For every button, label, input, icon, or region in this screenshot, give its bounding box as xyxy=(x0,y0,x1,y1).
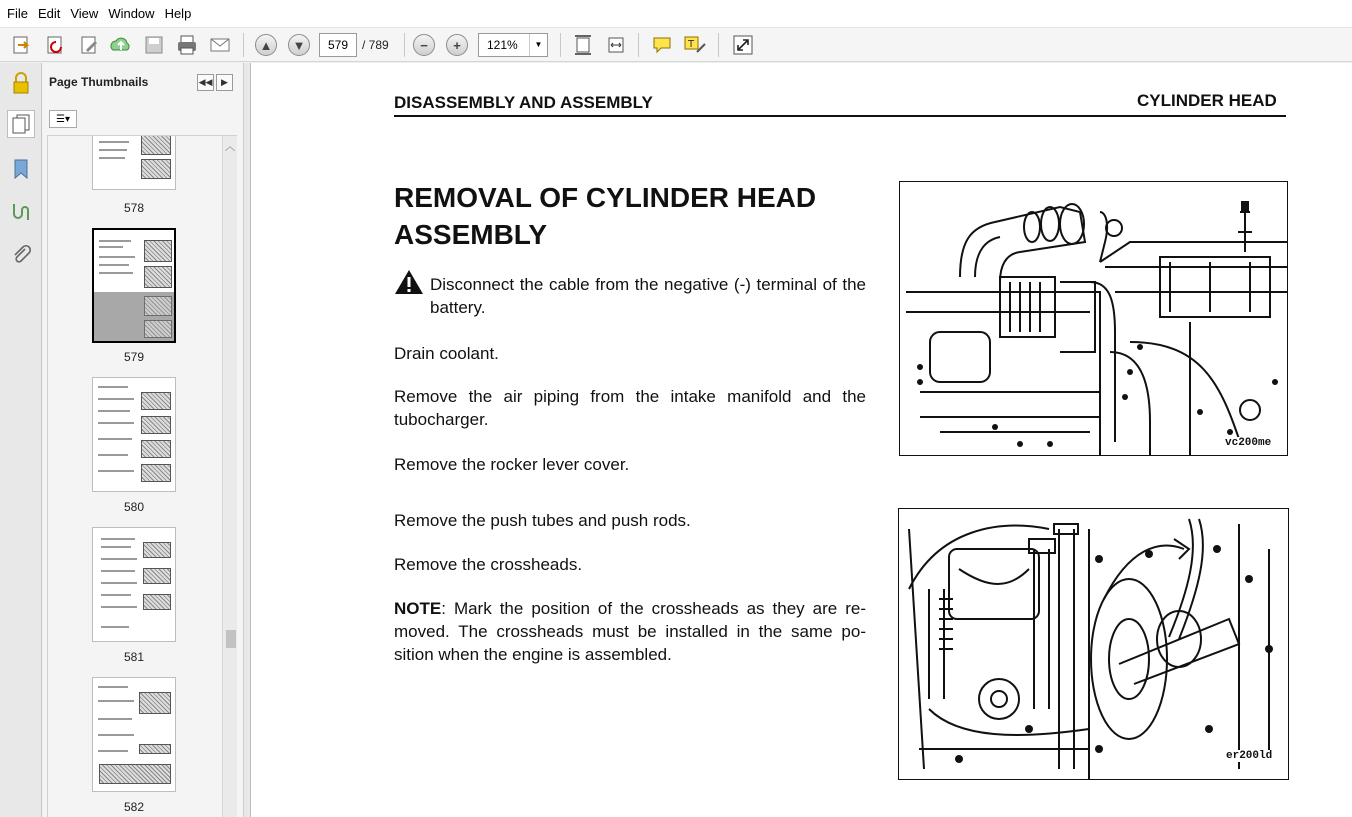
plus-icon: + xyxy=(446,34,468,56)
panel-title: Page Thumbnails xyxy=(49,75,149,89)
thumbnails-panel xyxy=(43,63,243,817)
navigation-rail xyxy=(0,63,42,817)
thumbnail-label: 578 xyxy=(123,201,145,215)
thumbnail-page[interactable] xyxy=(92,527,176,642)
step-text: Remove the crossheads. xyxy=(394,555,583,574)
menu-file[interactable]: File xyxy=(7,5,28,21)
svg-text:T: T xyxy=(688,39,695,50)
expand-panel-icon[interactable]: ▶ xyxy=(216,74,233,91)
attachments-icon[interactable] xyxy=(7,241,35,269)
thumbnail-label: 581 xyxy=(123,650,145,664)
thumbnail-page[interactable] xyxy=(92,677,176,792)
step-text: Remove the air piping from the intake manifold and the tubocharger. xyxy=(394,387,866,429)
upload-icon[interactable] xyxy=(108,32,134,58)
menu-bar xyxy=(0,0,1352,28)
panel-controls xyxy=(197,74,233,91)
save-icon[interactable] xyxy=(141,32,167,58)
chapter-header: CYLINDER HEAD xyxy=(1137,91,1277,110)
thumbnail-list[interactable] xyxy=(47,135,237,817)
page-total-label: / 789 xyxy=(362,38,389,52)
figure-caption: vc200me xyxy=(1225,437,1272,449)
figure-caption: er200ld xyxy=(1226,750,1273,762)
panel-splitter[interactable] xyxy=(243,63,250,817)
step-text: Remove the rocker lever cover. xyxy=(394,455,630,474)
page-thumbnails-icon[interactable] xyxy=(7,110,35,138)
note-text: : Mark the position of the crossheads as they are re-moved. The crossheads must be installed in the same po-sition when the engine is assembled. xyxy=(394,599,866,664)
note-paragraph xyxy=(394,597,866,666)
arrow-down-icon: ▼ xyxy=(288,34,310,56)
zoom-select[interactable] xyxy=(478,33,548,57)
thumbnail-label: 579 xyxy=(123,350,145,364)
collapse-panel-icon[interactable]: ◀◀ xyxy=(197,74,214,91)
step-text: Drain coolant. xyxy=(394,344,499,363)
thumbnail-page[interactable] xyxy=(92,377,176,492)
crossheads-illustration xyxy=(899,509,1289,780)
toolbar-separator xyxy=(404,33,405,57)
fullscreen-icon[interactable] xyxy=(730,32,756,58)
thumbnail-scrollbar[interactable] xyxy=(222,136,237,817)
page-number-input[interactable]: 579 xyxy=(319,33,357,57)
warning-icon xyxy=(394,269,424,295)
next-page-button[interactable] xyxy=(286,32,312,58)
thumbnail-page[interactable] xyxy=(92,135,176,190)
toolbar-separator xyxy=(718,33,719,57)
zoom-value: 121% xyxy=(487,38,518,52)
menu-help[interactable]: Help xyxy=(164,5,192,21)
email-icon[interactable] xyxy=(207,32,233,58)
open-icon[interactable] xyxy=(8,32,34,58)
toolbar-separator xyxy=(560,33,561,57)
menu-window[interactable]: Window xyxy=(108,5,155,21)
chevron-down-icon[interactable]: ▼ xyxy=(529,34,547,56)
note-label: NOTE xyxy=(394,599,442,618)
minus-icon: − xyxy=(413,34,435,56)
toolbar-separator xyxy=(243,33,244,57)
figure-engine-turbocharger xyxy=(899,181,1288,456)
arrow-up-icon: ▲ xyxy=(255,34,277,56)
engine-illustration xyxy=(900,182,1288,456)
header-rule xyxy=(394,115,1286,117)
thumbnail-options-button[interactable]: ☰▾ xyxy=(49,110,77,128)
fit-page-icon[interactable] xyxy=(570,32,596,58)
step-text: Remove the push tubes and push rods. xyxy=(394,511,691,530)
section-header: DISASSEMBLY AND ASSEMBLY xyxy=(394,93,653,112)
menu-view[interactable]: View xyxy=(70,5,99,21)
page-title: REMOVAL OF CYLINDER HEAD ASSEMBLY xyxy=(394,182,817,250)
zoom-out-button[interactable] xyxy=(411,32,437,58)
comment-icon[interactable] xyxy=(649,32,675,58)
toolbar-separator xyxy=(638,33,639,57)
document-viewer[interactable] xyxy=(250,63,1352,817)
thumbnail-label: 580 xyxy=(123,500,145,514)
edit-icon[interactable] xyxy=(76,32,102,58)
previous-page-button[interactable] xyxy=(253,32,279,58)
menu-edit[interactable]: Edit xyxy=(37,5,61,21)
fit-width-icon[interactable] xyxy=(603,32,629,58)
print-icon[interactable] xyxy=(174,32,200,58)
zoom-in-button[interactable] xyxy=(444,32,470,58)
bookmarks-icon[interactable] xyxy=(7,155,35,183)
toolbar xyxy=(0,28,1352,62)
signatures-icon[interactable] xyxy=(7,198,35,226)
lock-icon[interactable] xyxy=(7,69,35,97)
figure-crossheads xyxy=(898,508,1289,780)
warning-text: Disconnect the cable from the negative (-) terminal of the battery. xyxy=(430,275,866,317)
create-pdf-icon[interactable] xyxy=(42,32,68,58)
scrollbar-thumb[interactable] xyxy=(226,630,236,648)
panel-header xyxy=(43,63,243,101)
highlight-text-icon[interactable] xyxy=(682,32,708,58)
chevron-up-icon[interactable]: ︿ xyxy=(225,142,235,153)
thumbnail-label: 582 xyxy=(123,800,145,814)
thumbnail-page-selected[interactable] xyxy=(92,228,176,343)
